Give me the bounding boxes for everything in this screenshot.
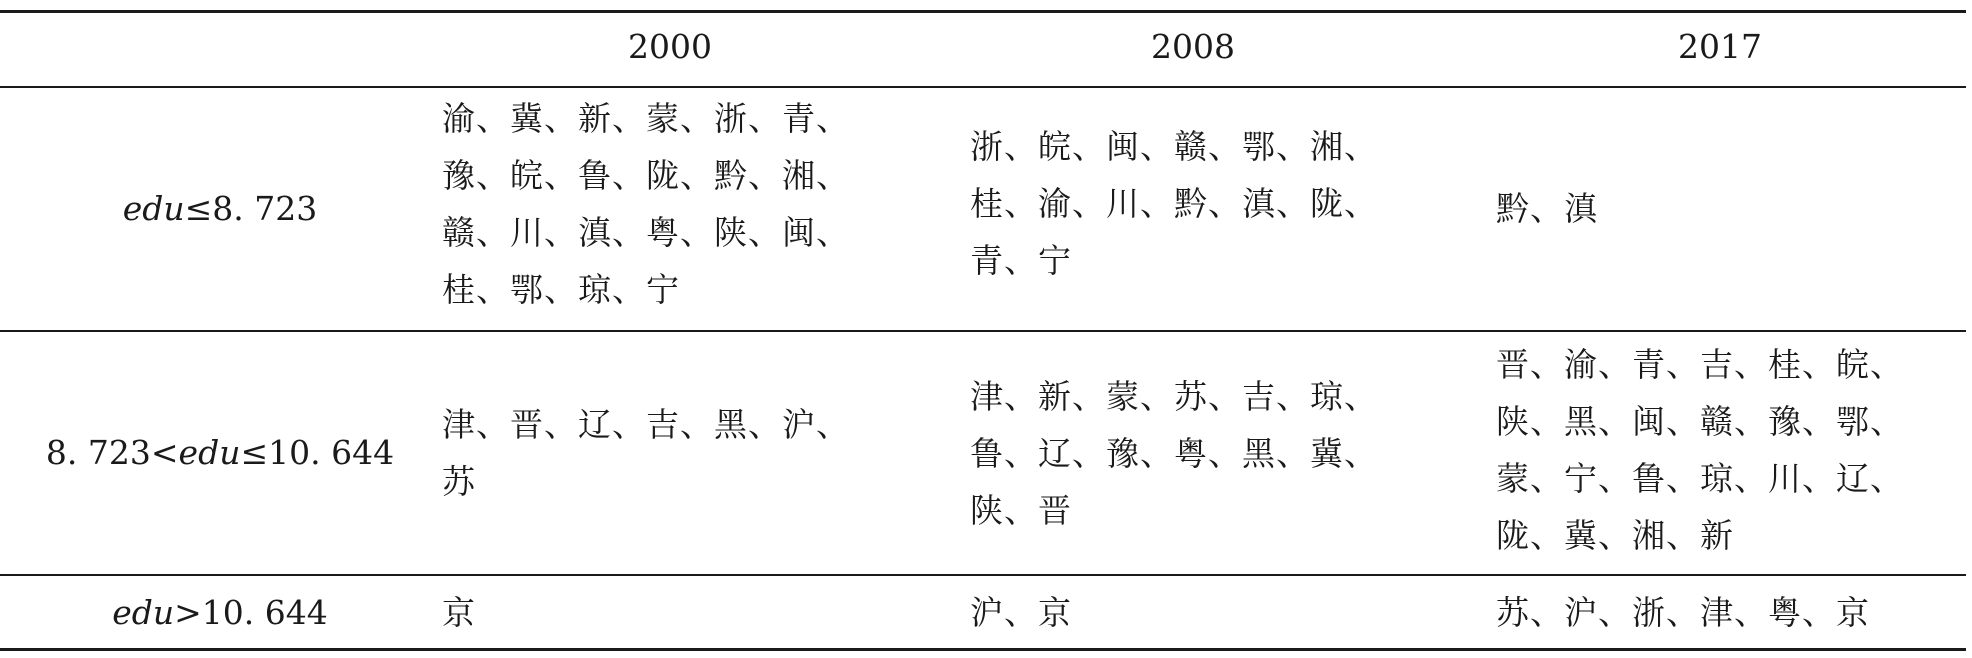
cell-low-2008: [970, 118, 1378, 289]
row-divider-2: [0, 574, 1966, 576]
table-top-rule: [0, 10, 1966, 13]
cell-line: 赣、川、滇、粤、陕、闽、: [442, 213, 850, 252]
row-label-high: [10, 584, 430, 641]
cell-line: 苏、沪、浙、津、粤、京: [1496, 593, 1870, 632]
cell-high-2017: [1496, 584, 1870, 641]
row-label-variable: edu: [122, 189, 185, 228]
cell-line: 桂、渝、川、黔、滇、陇、: [970, 184, 1378, 223]
cell-mid-2000: [442, 396, 850, 510]
table-bottom-rule: [0, 648, 1966, 651]
row-label-mid: [10, 424, 430, 481]
row-divider-1: [0, 330, 1966, 332]
cell-line: 陇、冀、湘、新: [1496, 516, 1734, 555]
cell-line: 青、宁: [970, 241, 1072, 280]
cell-high-2008: [970, 584, 1072, 641]
cell-line: 晋、渝、青、吉、桂、皖、: [1496, 345, 1904, 384]
cell-line: 浙、皖、闽、赣、鄂、湘、: [970, 127, 1378, 166]
row-label-low: [10, 180, 430, 237]
cell-low-2017: [1496, 180, 1598, 237]
cell-line: 沪、京: [970, 593, 1072, 632]
cell-line: 京: [442, 593, 476, 632]
cell-line: 豫、皖、鲁、陇、黔、湘、: [442, 156, 850, 195]
cell-mid-2008: [970, 368, 1378, 539]
cell-line: 鲁、辽、豫、粤、黑、冀、: [970, 434, 1378, 473]
row-label-condition: ≤10. 644: [240, 433, 395, 472]
header-year-2008: 2008: [1151, 27, 1235, 66]
cell-line: 苏: [442, 462, 476, 501]
row-label-condition: >10. 644: [174, 593, 328, 632]
cell-line: 黔、滇: [1496, 189, 1598, 228]
cell-line: 津、新、蒙、苏、吉、琼、: [970, 377, 1378, 416]
row-label-variable: edu: [112, 593, 175, 632]
cell-line: 桂、鄂、琼、宁: [442, 270, 680, 309]
header-year-2017: 2017: [1678, 27, 1762, 66]
cell-high-2000: [442, 584, 476, 641]
cell-line: 渝、冀、新、蒙、浙、青、: [442, 99, 850, 138]
cell-mid-2017: [1496, 336, 1904, 564]
row-label-prefix: 8. 723<: [45, 433, 179, 472]
cell-line: 陕、黑、闽、赣、豫、鄂、: [1496, 402, 1904, 441]
cell-low-2000: [442, 90, 850, 318]
row-label-condition: ≤8. 723: [184, 189, 318, 228]
row-label-variable: edu: [178, 433, 241, 472]
header-year-2000: 2000: [628, 27, 712, 66]
cell-line: 蒙、宁、鲁、琼、川、辽、: [1496, 459, 1904, 498]
cell-line: 陕、晋: [970, 491, 1072, 530]
header-rule: [0, 86, 1966, 88]
cell-line: 津、晋、辽、吉、黑、沪、: [442, 405, 850, 444]
